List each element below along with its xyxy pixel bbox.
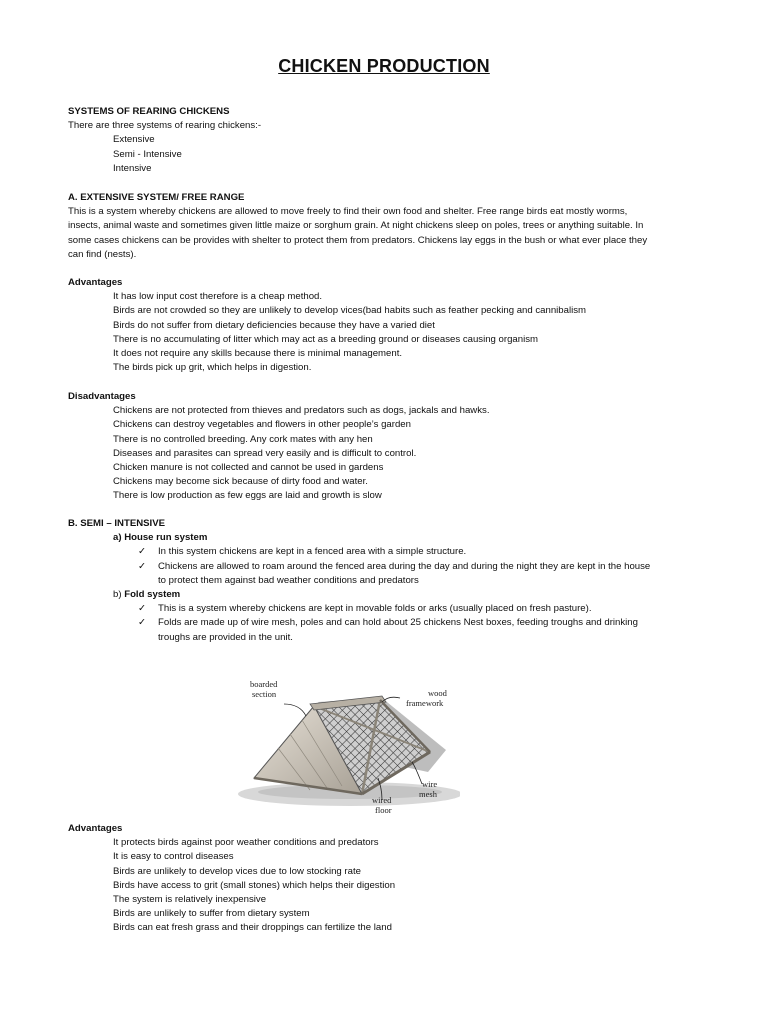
- checklist-item-continued: troughs are provided in the unit.: [158, 631, 293, 643]
- list-item: The system is relatively inexpensive: [113, 894, 267, 906]
- list-item: Chicken manure is not collected and cannot be used in gardens: [113, 462, 384, 474]
- systems-lead: There are three systems of rearing chickens:-: [68, 120, 262, 132]
- extensive-para-line: This is a system whereby chickens are allowed to move freely to find their own food and shelter. Free range birds eat mostly worms,: [68, 206, 628, 218]
- label-wired-floor-line1: wired: [372, 795, 392, 805]
- list-item: Chickens can destroy vegetables and flowers in other people’s garden: [113, 419, 411, 431]
- list-item: It is easy to control diseases: [113, 851, 234, 863]
- advantages-heading: Advantages: [68, 823, 123, 834]
- extensive-section: [68, 191, 700, 262]
- label-wire-mesh-line1: wire: [422, 779, 438, 789]
- checkmark-icon: ✓: [138, 560, 147, 572]
- list-item: There is no accumulating of litter which may act as a breeding ground or diseases causing organism: [113, 333, 539, 345]
- list-item: Chickens are not protected from thieves and predators such as dogs, jackals and hawks.: [113, 405, 490, 417]
- disadvantages-heading: Disadvantages: [68, 391, 136, 402]
- list-item: It protects birds against poor weather conditions and predators: [113, 837, 379, 849]
- label-wired-floor-line2: floor: [375, 805, 392, 814]
- label-boarded-section-line2: section: [252, 689, 277, 699]
- label-wood-framework-line2: framework: [406, 698, 444, 708]
- system-item: Intensive: [113, 162, 152, 174]
- system-item: Extensive: [113, 134, 155, 146]
- list-item: Birds are unlikely to develop vices due to low stocking rate: [113, 865, 361, 877]
- semi-intensive-advantages: [68, 822, 700, 936]
- checklist-item: ✓ This is a system whereby chickens are kept in movable folds or arks (usually placed on fresh pasture).: [68, 602, 700, 616]
- list-item: Birds do not suffer from dietary deficiencies because they have a varied diet: [113, 319, 435, 331]
- system-item: Semi - Intensive: [113, 148, 182, 160]
- extensive-heading: A. EXTENSIVE SYSTEM/ FREE RANGE: [68, 192, 245, 203]
- fold-system-heading: b) Fold system: [113, 589, 181, 601]
- list-item: It has low input cost therefore is a cheap method.: [113, 291, 323, 303]
- checklist-item: ✓ In this system chickens are kept in a fenced area with a simple structure.: [68, 545, 700, 559]
- list-item: There is no controlled breeding. Any cork mates with any hen: [113, 433, 373, 445]
- extensive-advantages: [68, 276, 700, 375]
- semi-intensive-heading: B. SEMI – INTENSIVE: [68, 518, 166, 529]
- list-item: Birds can eat fresh grass and their droppings can fertilize the land: [113, 922, 392, 934]
- advantages-heading: Advantages: [68, 277, 123, 288]
- checkmark-icon: ✓: [138, 617, 147, 629]
- extensive-para-line: insects, animal waste and sometimes given little maize or sorghum grain. At night chickens sleep on poles, trees or anything suitable. In: [68, 220, 644, 232]
- list-item: Diseases and parasites can spread very easily and is difficult to control.: [113, 447, 417, 459]
- list-item: Birds are not crowded so they are unlikely to develop vices(bad habits such as feather pecking and cannibalism: [113, 305, 587, 317]
- extensive-para-line: can find (nests).: [68, 248, 137, 260]
- list-item: There is low production as few eggs are laid and growth is slow: [113, 490, 382, 502]
- checkmark-icon: ✓: [138, 603, 147, 615]
- list-item: Chickens may become sick because of dirty food and water.: [113, 476, 368, 488]
- fold-ark-illustration: [232, 676, 460, 814]
- page-title: CHICKEN PRODUCTION: [278, 56, 490, 76]
- systems-section: [68, 105, 700, 176]
- list-item: The birds pick up grit, which helps in digestion.: [113, 362, 312, 374]
- extensive-disadvantages: [68, 390, 700, 504]
- checklist-item-continued: to protect them against bad weather conditions and predators: [158, 574, 419, 586]
- list-item: It does not require any skills because there is minimal management.: [113, 348, 403, 360]
- list-item: Birds are unlikely to suffer from dietary system: [113, 908, 310, 920]
- label-boarded-section-line1: boarded: [250, 679, 278, 689]
- systems-heading: SYSTEMS OF REARING CHICKENS: [68, 106, 230, 117]
- semi-intensive-section: [68, 517, 700, 645]
- label-wood-framework-line1: wood: [428, 688, 447, 698]
- checklist-item: ✓ Chickens are allowed to roam around the fenced area during the day and during the night they are kept in the house: [68, 560, 700, 574]
- house-run-heading: a) House run system: [113, 532, 208, 544]
- checkmark-icon: ✓: [138, 546, 147, 558]
- extensive-para-line: some cases chickens can be provides with shelter to protect them from predators. Chickens lay eggs in the bush or what ever place they: [68, 234, 648, 246]
- label-wire-mesh-line2: mesh: [419, 789, 437, 799]
- list-item: Birds have access to grit (small stones) which helps their digestion: [113, 879, 396, 891]
- checklist-item: ✓ Folds are made up of wire mesh, poles and can hold about 25 chickens Nest boxes, feeding troughs and drinking: [68, 616, 700, 630]
